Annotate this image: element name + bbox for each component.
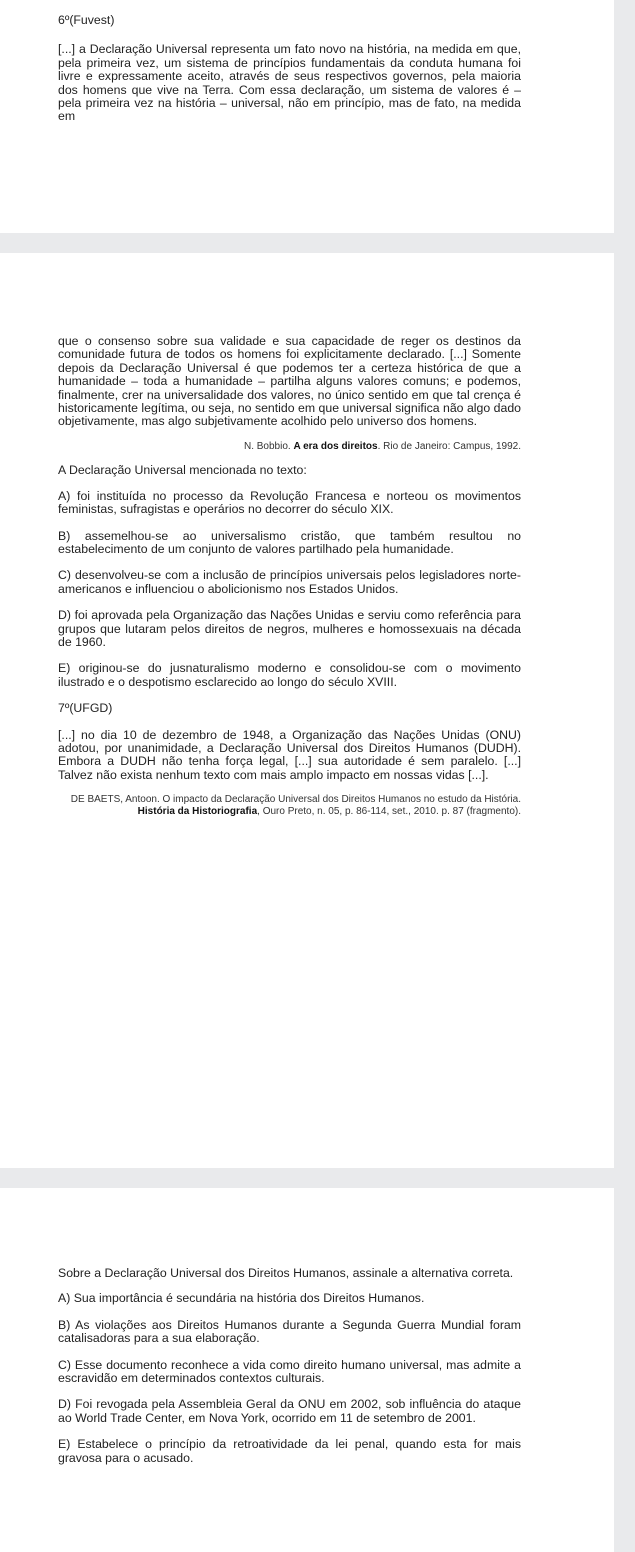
q6-question: A Declaração Universal mencionada no texto: (58, 463, 307, 478)
q7-question: Sobre a Declaração Universal dos Direitos Humanos, assinale a alternativa correta. (58, 1266, 514, 1280)
q7-source (58, 794, 521, 817)
q6-option-b: B) assemelhou-se ao universalismo cristão, que também resultou no estabelecimento de um conjunto de valores partilhado pela humanidade. (58, 528, 521, 556)
q7-option-d: D) Foi revogada pela Assembleia Geral da ONU em 2002, sob influência do ataque ao World Trade Center, em Nova York, ocorrido em 11 de setembro de 2001. (58, 1397, 521, 1425)
q7-text: [...] no dia 10 de dezembro de 1948, a Organização das Nações Unidas (ONU) adotou, por unanimidade, a Declaração Universal dos Direitos Humanos (DUDH). Embora a DUDH não tenha força legal, [...] sua autoridade é sem paralelo. [...] Talvez não exista nenhum texto com mais amplo impacto em nossas vidas [...]. (58, 727, 521, 782)
q6-block-top (58, 14, 521, 124)
q7-source-title: História da Historiografia (137, 805, 258, 817)
page-3 (0, 1188, 614, 1552)
q7-block-bottom (58, 1267, 521, 1465)
q7-option-b: B) As violações aos Direitos Humanos durante a Segunda Guerra Mundial foram catalisadoras para a sua elaboração. (58, 1317, 521, 1346)
q7-source-part1: DE BAETS, Antoon. O impacto da Declaração Universal dos Direitos Humanos no estudo da História. (70, 794, 521, 806)
q6-number: 6º(Fuvest) (58, 13, 115, 27)
q6-source-title: A era dos direitos (293, 440, 378, 452)
q6-block-bottom (58, 335, 521, 817)
q7-option-e: E) Estabelece o princípio da retroatividade da lei penal, quando esta for mais gravosa para o acusado. (58, 1437, 521, 1465)
q7-option-c: C) Esse documento reconhece a vida como direito humano universal, mas admite a escravidão em determinados contextos culturais. (58, 1357, 521, 1386)
q6-option-a: A) foi instituída no processo da Revolução Francesa e norteou os movimentos feministas, sufragistas e operários no decorrer do século XIX. (58, 488, 521, 517)
q6-option-e: E) originou-se do jusnaturalismo moderno e consolidou-se com o movimento ilustrado e o despotismo esclarecido ao longo do século XVIII. (58, 661, 521, 689)
q6-text-part2: que o consenso sobre sua validade e sua capacidade de reger os destinos da comunidade futura de todos os homens foi explicitamente declarado. [...] Somente depois da Declaração Universal é que podemos ter a certeza histórica de que a humanidade – toda a humanidade – partilha alguns valores comuns; e podemos, finalmente, crer na universalidade dos valores, no único sentido em que tal crença é historicamente legítima, ou seja, no sentido em que universal significa não algo dado objetivamente, mas algo subjetivamente acolhido pelo universo dos homens. (58, 334, 521, 429)
page-1 (0, 0, 614, 233)
q6-source-rest: . Rio de Janeiro: Campus, 1992. (377, 440, 521, 452)
q6-option-d: D) foi aprovada pela Organização das Nações Unidas e serviu como referência para grupos que lutaram pelos direitos de negros, mulheres e homossexuais na década de 1960. (58, 608, 521, 649)
page-2 (0, 253, 614, 1168)
q6-text-part1: [...] a Declaração Universal representa um fato novo na história, na medida em que, pela primeira vez, um sistema de princípios fundamentais da conduta humana foi livre e expressamente aceito, através de seus respectivos governos, pela maioria dos homens que vive na Terra. Com essa declaração, um sistema de valores é – pela primeira vez na história – universal, não em princípio, mas de fato, na medida em (58, 42, 521, 124)
q7-source-part2: , Ouro Preto, n. 05, p. 86-114, set., 2010. p. 87 (fragmento). (257, 805, 521, 817)
q6-option-c: C) desenvolveu-se com a inclusão de princípios universais pelos legisladores norte-americanos e influenciou o abolicionismo nos Estados Unidos. (58, 568, 521, 596)
q6-source (58, 441, 521, 453)
q6-source-author: N. Bobbio. (243, 440, 291, 452)
q7-option-a: A) Sua importância é secundária na história dos Direitos Humanos. (58, 1291, 425, 1306)
q7-number: 7º(UFGD) (58, 701, 113, 716)
